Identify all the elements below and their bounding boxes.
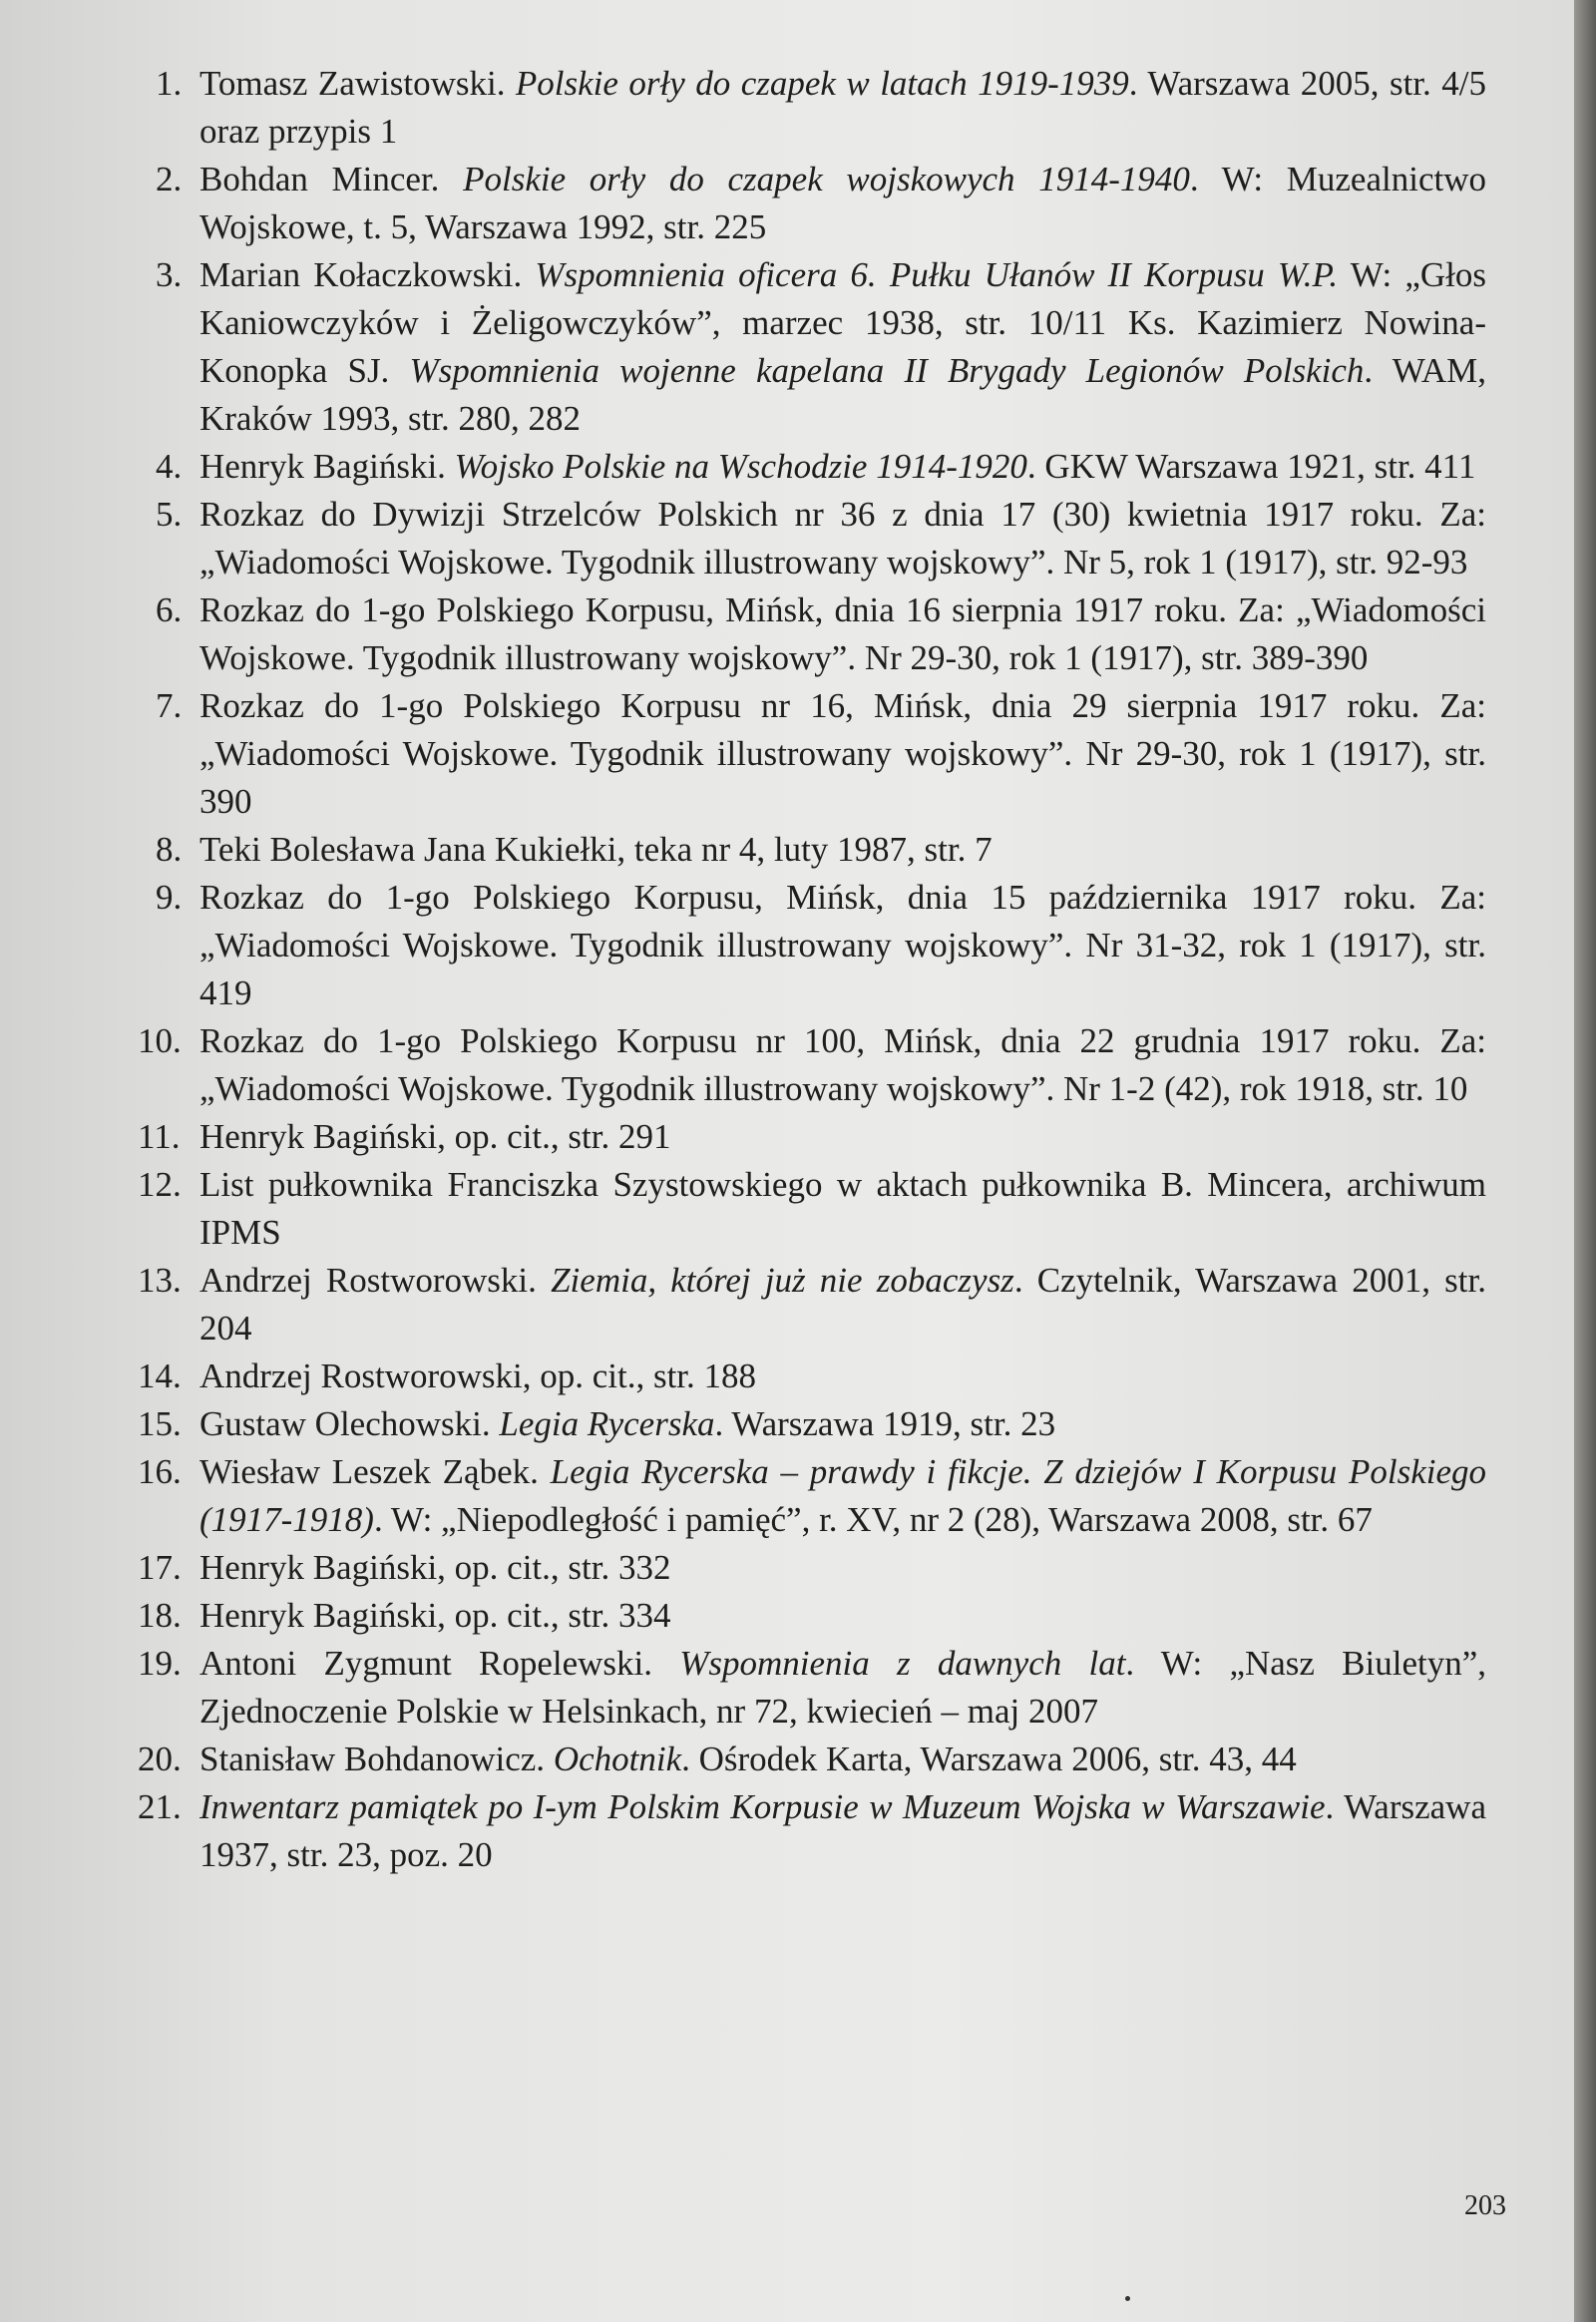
footnote-segment: Henryk Bagiński. <box>200 447 455 486</box>
footnote-item <box>138 1783 1486 1879</box>
footnote-number: 20. <box>138 1740 182 1778</box>
footnote-item <box>138 1113 1486 1161</box>
footnote-text <box>200 1452 1486 1539</box>
footnote-item <box>156 60 1486 156</box>
footnote-number: 6. <box>156 590 183 629</box>
footnote-title: Wspomnienia z dawnych lat <box>679 1644 1126 1683</box>
footnote-segment: . W: „Nasz Biuletyn”, Zjednoczenie Polskie w Helsinkach, nr 72, kwiecień – maj 2007 <box>200 1644 1486 1731</box>
footnote-title: Wojsko Polskie na Wschodzie 1914-1920 <box>454 447 1027 486</box>
footnote-text <box>200 1356 756 1395</box>
footnote-segment: Gustaw Olechowski. <box>200 1404 500 1443</box>
footnote-item <box>156 826 1486 874</box>
footnote-segment: . Ośrodek Karta, Warszawa 2006, str. 43, 44 <box>681 1740 1297 1778</box>
footnote-segment: . Warszawa 2005, str. 4/5 oraz przypis 1 <box>200 64 1486 151</box>
footnote-segment: Wiesław Leszek Ząbek. <box>200 1452 551 1491</box>
footnote-text <box>200 830 993 869</box>
footnote-title: Legia Rycerska – prawdy i fikcje. Z dziejów I Korpusu Polskiego (1917-1918) <box>200 1452 1486 1539</box>
footnote-item <box>138 1640 1486 1736</box>
footnote-text <box>200 1787 1486 1874</box>
footnote-title: Polskie orły do czapek wojskowych 1914-1940 <box>463 160 1190 198</box>
footnote-text <box>200 1644 1486 1731</box>
footnote-segment: . Czytelnik, Warszawa 2001, str. 204 <box>200 1261 1487 1348</box>
footnote-number: 15. <box>138 1404 182 1443</box>
footnote-title: Polskie orły do czapek w latach 1919-1939 <box>515 64 1129 103</box>
footnotes-list <box>138 60 1487 1879</box>
footnote-title: Wspomnienia oficera 6. Pułku Ułanów II Korpusu W.P. <box>535 255 1339 294</box>
footnote-number: 18. <box>138 1596 182 1635</box>
footnote-item <box>156 586 1486 682</box>
footnote-segment: List pułkownika Franciszka Szystowskiego w aktach pułkownika B. Mincera, archiwum IPMS <box>200 1165 1486 1252</box>
footnote-item <box>138 1353 1486 1400</box>
footnote-text <box>200 160 1486 246</box>
footnote-number: 9. <box>156 878 183 917</box>
footnote-segment: . GKW Warszawa 1921, str. 411 <box>1026 447 1476 486</box>
footnote-text <box>200 1021 1486 1108</box>
footnote-segment: Tomasz Zawistowski. <box>200 64 516 103</box>
footnote-item <box>138 1400 1486 1448</box>
footnote-item <box>138 1017 1486 1113</box>
footnote-item <box>156 874 1486 1017</box>
footnote-segment: . WAM, Kraków 1993, str. 280, 282 <box>200 351 1487 438</box>
footnote-text <box>200 878 1486 1012</box>
footnote-title: Inwentarz pamiątek po I-ym Polskim Korpusie w Muzeum Wojska w Warszawie <box>200 1787 1326 1826</box>
footnote-segment: Henryk Bagiński, op. cit., str. 334 <box>200 1596 671 1635</box>
footnote-text <box>200 1261 1486 1348</box>
footnote-text <box>200 64 1486 151</box>
page-number: 203 <box>1464 2190 1506 2221</box>
footnote-number: 19. <box>138 1644 182 1683</box>
footnote-segment: Antoni Zygmunt Ropelewski. <box>200 1644 680 1683</box>
footnote-title: Ziemia, której już nie zobaczysz <box>551 1261 1014 1300</box>
footnote-segment: Henryk Bagiński, op. cit., str. 332 <box>200 1548 671 1587</box>
footnote-segment: Bohdan Mincer. <box>200 160 464 198</box>
footnote-number: 12. <box>138 1165 182 1204</box>
footnote-number: 2. <box>156 160 183 198</box>
footnote-item <box>156 682 1486 826</box>
footnote-segment: Rozkaz do 1-go Polskiego Korpusu nr 16, Mińsk, dnia 29 sierpnia 1917 roku. Za: „Wiadomości Wojskowe. Tygodnik illustrowany wojskowy”. Nr 29-30, rok 1 (1917), str. 390 <box>200 686 1486 821</box>
footnote-number: 21. <box>138 1787 182 1826</box>
page-edge <box>1574 0 1596 2322</box>
footnote-number: 4. <box>156 447 183 486</box>
footnote-segment: W: „Głos Kaniowczyków i Żeligowczyków”, marzec 1938, str. 10/11 Ks. Kazimierz Nowina-Konopka SJ. <box>200 255 1487 390</box>
footnote-number: 3. <box>156 255 183 294</box>
footnote-segment: Rozkaz do Dywizji Strzelców Polskich nr 36 z dnia 17 (30) kwietnia 1917 roku. Za: „Wiadomości Wojskowe. Tygodnik illustrowany wojskowy”. Nr 5, rok 1 (1917), str. 92-93 <box>200 495 1486 581</box>
footnote-item <box>156 251 1487 443</box>
footnote-number: 7. <box>156 686 183 725</box>
footnote-text <box>200 495 1486 581</box>
footnote-segment: . W: „Niepodległość i pamięć”, r. XV, nr 2 (28), Warszawa 2008, str. 67 <box>373 1500 1373 1539</box>
footnote-number: 10. <box>138 1021 182 1060</box>
footnote-segment: Andrzej Rostworowski, op. cit., str. 188 <box>200 1356 757 1395</box>
footnote-item <box>138 1544 1486 1592</box>
footnote-segment: Rozkaz do 1-go Polskiego Korpusu nr 100, Mińsk, dnia 22 grudnia 1917 roku. Za: „Wiadomości Wojskowe. Tygodnik illustrowany wojskowy”. Nr 1-2 (42), rok 1918, str. 10 <box>200 1021 1486 1108</box>
footnote-text <box>200 447 1475 486</box>
footnote-item <box>156 491 1486 586</box>
footnote-segment: Stanisław Bohdanowicz. <box>200 1740 554 1778</box>
footnote-segment: Teki Bolesława Jana Kukiełki, teka nr 4, luty 1987, str. 7 <box>200 830 993 869</box>
footnote-number: 1. <box>156 64 183 103</box>
footnote-segment: . Warszawa 1919, str. 23 <box>714 1404 1056 1443</box>
footnote-text <box>200 1165 1486 1252</box>
footnote-number: 16. <box>138 1452 182 1491</box>
footnote-number: 5. <box>156 495 183 534</box>
footnote-text <box>200 1740 1297 1778</box>
footnote-number: 14. <box>138 1356 182 1395</box>
footnote-text <box>200 1404 1055 1443</box>
footnote-segment: . Warszawa 1937, str. 23, poz. 20 <box>200 1787 1486 1874</box>
footnote-item <box>138 1161 1486 1257</box>
footnote-text <box>200 1596 670 1635</box>
footnote-item <box>138 1448 1486 1544</box>
footnote-item <box>156 156 1486 251</box>
footnote-item <box>156 443 1486 491</box>
footnote-title: Ochotnik <box>553 1740 682 1778</box>
footnote-segment: Marian Kołaczkowski. <box>200 255 536 294</box>
footnote-segment: Andrzej Rostworowski. <box>200 1261 552 1300</box>
footnote-number: 17. <box>138 1548 182 1587</box>
footnote-number: 13. <box>138 1261 182 1300</box>
footnote-segment: . W: Muzealnictwo Wojskowe, t. 5, Warszawa 1992, str. 225 <box>200 160 1486 246</box>
footnote-text <box>200 1548 670 1587</box>
footnote-item <box>138 1736 1486 1783</box>
footnote-segment: Rozkaz do 1-go Polskiego Korpusu, Mińsk, dnia 15 października 1917 roku. Za: „Wiadomości Wojskowe. Tygodnik illustrowany wojskowy”. Nr 31-32, rok 1 (1917), str. 419 <box>200 878 1486 1012</box>
footnote-item <box>138 1257 1487 1353</box>
footnote-item <box>138 1592 1486 1640</box>
footnote-title: Wspomnienia wojenne kapelana II Brygady Legionów Polskich <box>409 351 1365 390</box>
footnote-number: 11. <box>138 1117 181 1156</box>
footnote-number: 8. <box>156 830 183 869</box>
footnote-segment: Henryk Bagiński, op. cit., str. 291 <box>200 1117 671 1156</box>
footnote-text <box>200 590 1486 677</box>
footnote-text <box>200 255 1486 438</box>
footnote-title: Legia Rycerska <box>499 1404 715 1443</box>
footnote-text <box>200 1117 670 1156</box>
footnote-text <box>200 686 1486 821</box>
footnote-segment: Rozkaz do 1-go Polskiego Korpusu, Mińsk, dnia 16 sierpnia 1917 roku. Za: „Wiadomości Wojskowe. Tygodnik illustrowany wojskowy”. Nr 29-30, rok 1 (1917), str. 389-390 <box>200 590 1486 677</box>
ink-dot <box>1125 2296 1130 2301</box>
